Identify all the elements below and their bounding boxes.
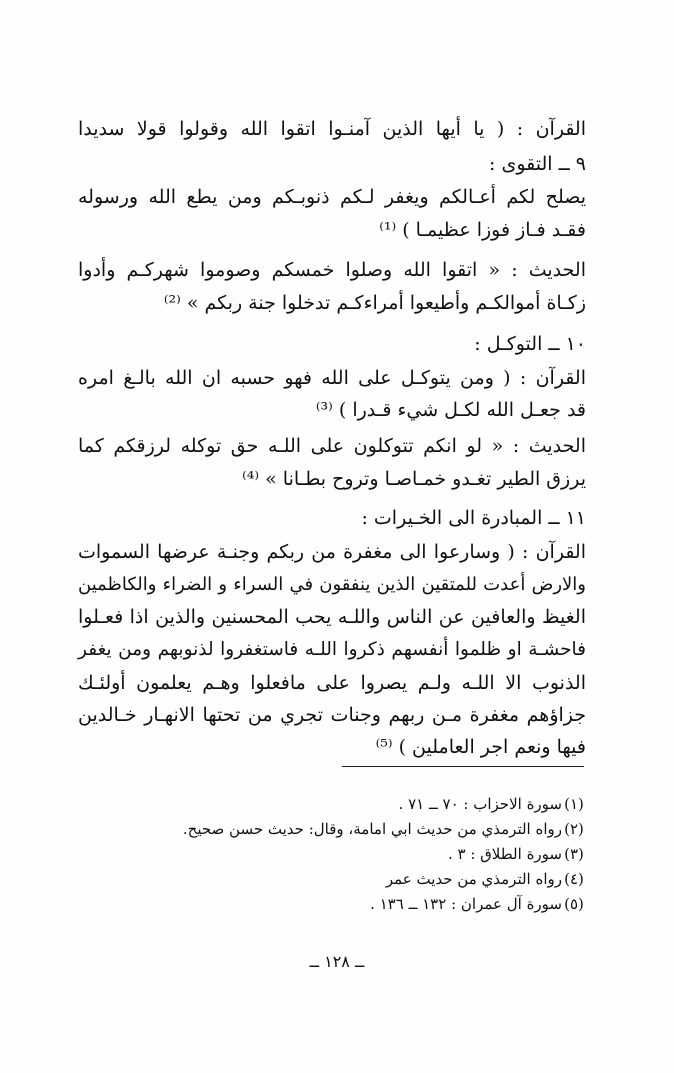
footnote-text: رواه الترمذي من حديث عمر xyxy=(385,870,562,888)
quran-verse-line: القرآن : ( وسارعوا الى مغفرة من ربكم وجنـة عرضها السموات xyxy=(78,541,586,563)
footnote-text: سورة الاحزاب : ٧٠ ــ ٧١ . xyxy=(398,795,562,813)
quran-verse-line-1: القرآن : ( يا أيها الذين آمنـوا اتقوا الله وقولوا قولا سديدا xyxy=(78,118,586,140)
footnote-text: سورة الطلاق : ٣ . xyxy=(447,845,562,863)
footnote-text: رواه الترمذي من حديث ابي امامة، وقال: حديث حسن صحيح. xyxy=(182,820,562,838)
footnote-divider xyxy=(342,766,584,767)
quran-verse-line: قد جعـل الله لكـل شيء قـدرا ) ⁽³⁾ xyxy=(315,399,586,421)
quran-verse-line: القرآن : ( ومن يتوكـل على الله فهو حسبه ان الله بالـغ امره xyxy=(78,367,586,389)
quran-verse-line: فاحشـة او ظلموا أنفسهم ذكروا اللـه فاستغفروا لذنوبهم ومن يغفر xyxy=(78,639,586,660)
footnote-number: (٤) xyxy=(564,870,584,888)
section-heading-taqwa: ٩ ــ التقوى : xyxy=(489,153,586,175)
footnote-number: (١) xyxy=(564,795,584,813)
footnote-text: سورة آل عمران : ١٣٢ ــ ١٣٦ . xyxy=(370,895,562,913)
quran-verse-line: فيها ونعم اجر العاملين ) ⁽⁵⁾ xyxy=(375,736,586,758)
quran-verse-line: الذنوب الا اللـه ولـم يصروا على مافعلوا وهـم يعلمون أولئـك xyxy=(78,672,586,694)
section-heading-tawakkul: ١٠ ــ التوكـل : xyxy=(474,333,586,355)
quran-verse-line: الغيظ والعافين عن الناس واللـه يحب المحسنين والذين اذا فعـلوا xyxy=(78,606,586,628)
quran-verse-line: والارض أعدت للمتقين الذين ينفقون في السراء و الضراء والكاظمين xyxy=(78,574,587,595)
text-line: فقـد فـاز فوزا عظيمـا ) ⁽¹⁾ xyxy=(379,219,586,241)
footnote-number: (٢) xyxy=(564,820,584,838)
footnote-number: (٣) xyxy=(564,845,584,863)
section-heading-mubadara: ١١ ــ المبادرة الى الخـيرات : xyxy=(361,507,586,529)
hadith-line: الحديث : « لو انكم تتوكلون على اللـه حق توكله لرزقكم كما xyxy=(78,435,586,457)
page-number: ــ ١٢٨ ــ xyxy=(309,952,365,971)
hadith-line: زكـاة أموالكـم وأطيعوا أمراءكـم تدخلوا جنة ربكم » ⁽²⁾ xyxy=(163,292,586,314)
hadith-line: يرزق الطير تغـدو خمـاصـا وتروح بطـانا » ⁽⁴⁾ xyxy=(242,468,586,490)
text-line: يصلح لكم أعـالكم ويغفر لـكم ذنوبـكم ومن يطع الله ورسوله xyxy=(78,186,586,208)
footnote-number: (٥) xyxy=(564,895,584,913)
hadith-line: الحديث : « اتقوا الله وصلوا خمسكم وصوموا شهركـم وأدوا xyxy=(78,259,586,281)
quran-verse-line: جزاؤهم مغفرة مـن ربهم وجنات تجري من تحتها الانهـار خـالدين xyxy=(78,704,586,726)
